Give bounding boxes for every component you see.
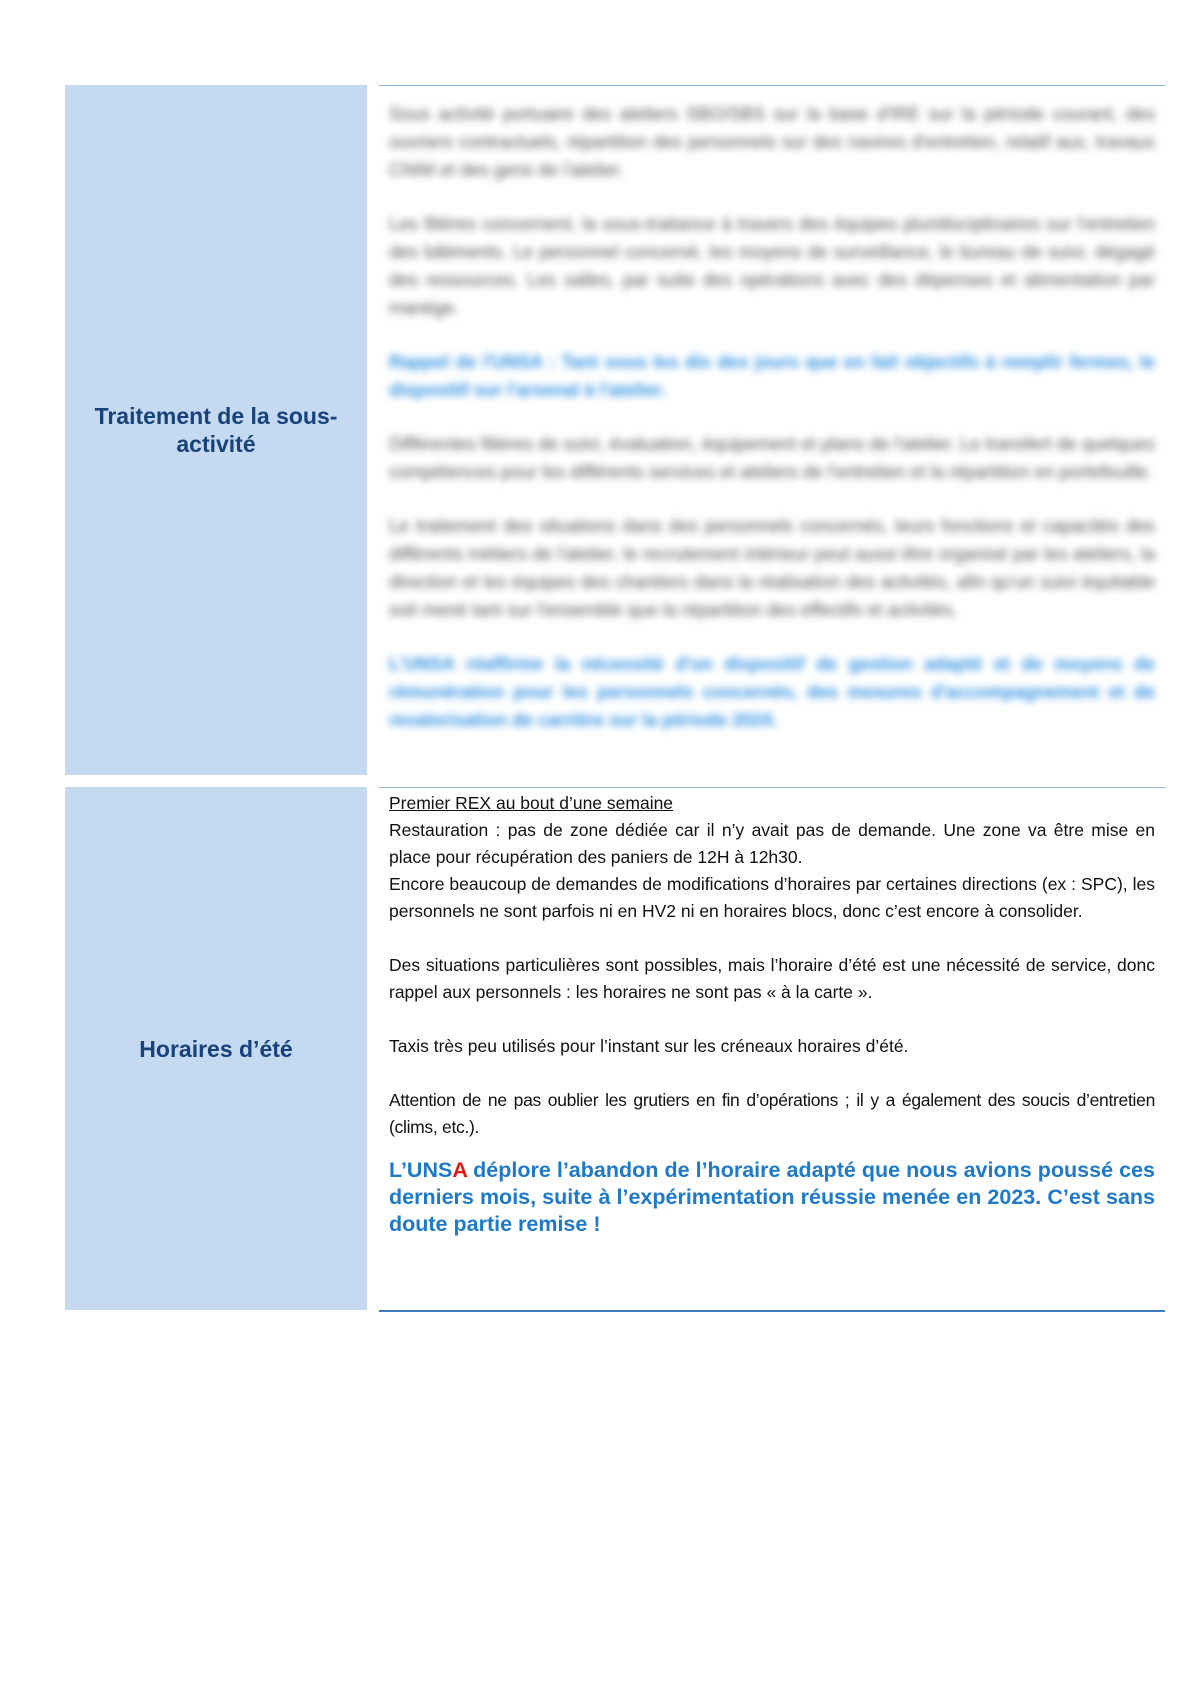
- paragraph: Taxis très peu utilisés pour l’instant sur les créneaux horaires d’été.: [389, 1036, 909, 1056]
- table-row: [65, 787, 1165, 1310]
- blurred-paragraph: Différentes filières de suivi, évaluation, équipement et plans de l'atelier. Le transfert de quelques compétences pour les différents services et ateliers de l'entretien et la répartition en portefeuille.: [389, 434, 1155, 482]
- row-label: Horaires d’été: [139, 1035, 293, 1062]
- row-text: [389, 790, 1155, 1238]
- table-row: [65, 85, 1165, 775]
- blurred-content: [389, 100, 1155, 760]
- blurred-paragraph: Les filières concernent, la sous-traitance à travers des équipes pluridisciplinaires sur l'entretien des bâtiments. Le personnel concerné, les moyens de surveillance, le bureau de suivi, dégagé des ressources. Les salles, par suite des opérations avec des dépenses et alimentation par manège.: [389, 214, 1155, 318]
- callout-red-letter: A: [452, 1158, 468, 1182]
- blurred-callout: L'UNSA réaffirme la nécessité d'un dispositif de gestion adapté et de moyens de rémunération pour les personnels concernés, des mesures d'accompagnement et de revalorisation de carrière sur la période 2024.: [389, 654, 1155, 730]
- blurred-paragraph: Sous activité portuaire des ateliers SBO/SBS sur la base d'IRE sur la période courant, des ouvriers contractuels, répartition des personnels sur des navires d'entretien, relatif aux, travaux CNIM et des gens de l'atelier.: [389, 104, 1155, 180]
- callout-text: déplore l’abandon de l’horaire adapté que nous avions poussé ces derniers mois, suite à l’expérimentation réussie menée en 2023. C’est sans doute partie remise !: [389, 1158, 1155, 1236]
- unsa-callout: [389, 1157, 1155, 1238]
- blurred-callout: Rappel de l'UNSA : Tant sous les dix des jours que en fait objectifs à remplir fermes, le dispositif sur l'arsenal à l'atelier.: [389, 352, 1155, 400]
- paragraph: Attention de ne pas oublier les grutiers en fin d’opérations ; il y a également des soucis d’entretien (clims, etc.).: [389, 1090, 1155, 1137]
- section-heading: Premier REX au bout d’une semaine: [389, 793, 674, 813]
- row-content-cell: [379, 85, 1165, 776]
- callout-prefix: L’UNS: [389, 1158, 453, 1182]
- paragraph: Encore beaucoup de demandes de modifications d’horaires par certaines directions (ex : SPC), les personnels ne sont parfois ni en HV2 ni en horaires blocs, donc c’est encore à consolider.: [389, 874, 1155, 921]
- paragraph: Restauration : pas de zone dédiée car il n’y avait pas de demande. Une zone va être mise en place pour récupération des paniers de 12H à 12h30.: [389, 820, 1155, 867]
- row-content-cell: [379, 787, 1165, 1311]
- row-label-cell: [65, 85, 367, 775]
- row-label: Traitement de la sous-activité: [94, 403, 338, 457]
- row-label-cell: [65, 787, 367, 1310]
- table-bottom-rule: [379, 1310, 1165, 1312]
- blurred-paragraph: Le traitement des situations dans des personnels concernés, leurs fonctions et capacités des différents métiers de l'atelier, le recrutement intérieur peut aussi être organisé par les ateliers, la direction et les équipes des chantiers dans la réalisation des activités, afin qu'un suivi équitable soit mené tant sur l'ensemble que la répartition des effectifs et activités.: [389, 516, 1155, 620]
- paragraph: Des situations particulières sont possibles, mais l’horaire d’été est une nécessité de service, donc rappel aux personnels : les horaires ne sont pas « à la carte ».: [389, 955, 1155, 1002]
